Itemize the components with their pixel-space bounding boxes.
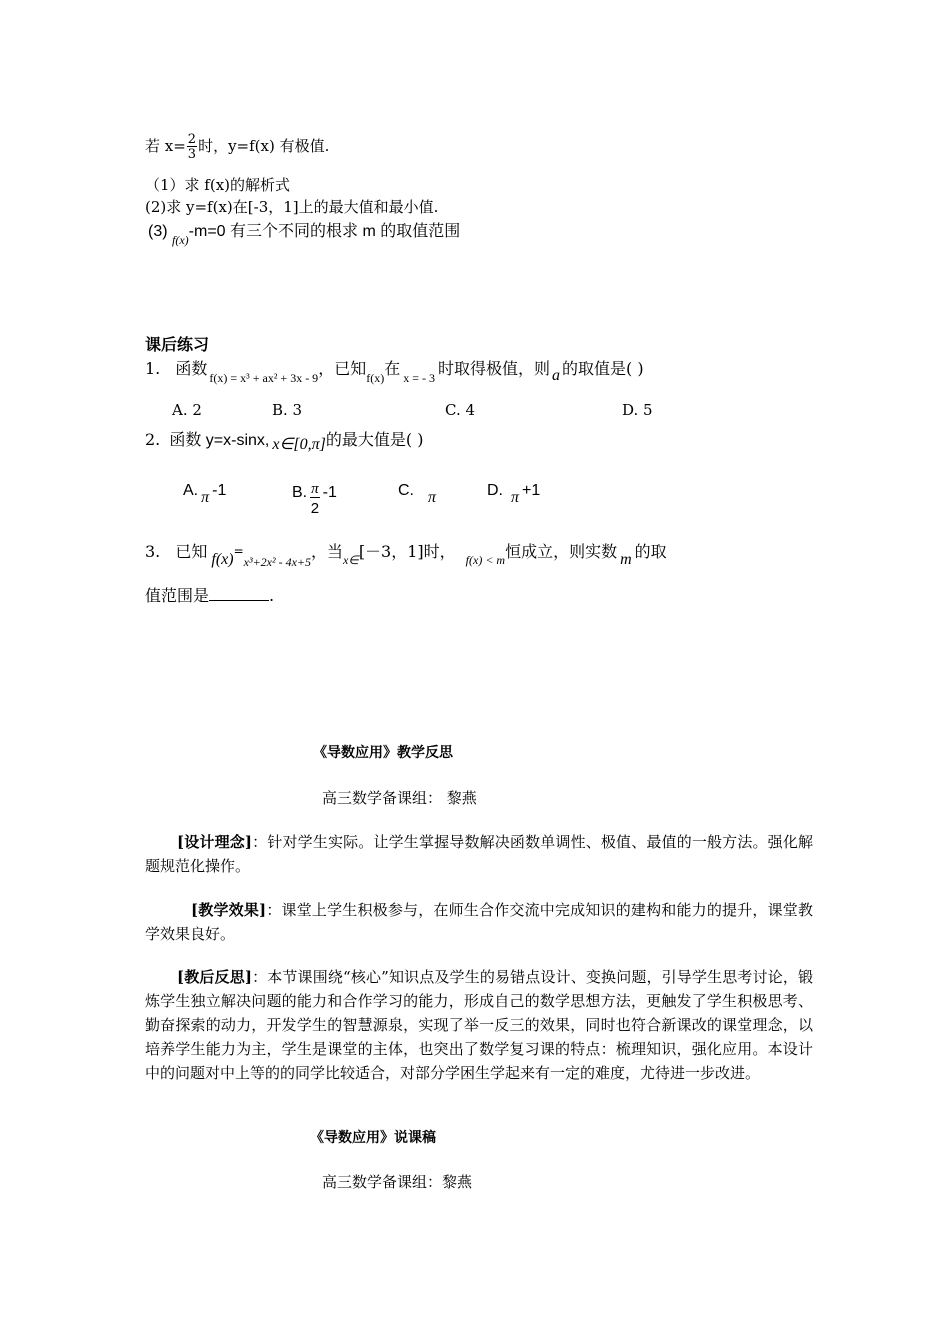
design-text: ：针对学生实际。让学生掌握导数解决函数单调性、极值、最值的一般方法。强化解题规范化操作。 bbox=[145, 833, 813, 875]
ex1-option-d: D. 5 bbox=[622, 401, 653, 419]
ex1-func: f(x) = x³ + ax² + 3x - 9 bbox=[209, 371, 319, 385]
ex2-domain: x∈[0,π] bbox=[272, 436, 326, 453]
effect-text: ：课堂上学生积极参与，在师生合作交流中完成知识的建构和能力的提升，课堂教学效果良好。 bbox=[145, 901, 813, 943]
ex1-option-c: C. 4 bbox=[445, 401, 476, 419]
fraction-two-thirds: $\frac{2}{3}$ bbox=[187, 132, 197, 162]
ex2-text2: 的最大值是( ) bbox=[325, 430, 424, 449]
ex1-cond: x = - 3 bbox=[403, 371, 435, 385]
ex3-text4: 的取 bbox=[634, 542, 667, 561]
after-label: [教后反思] bbox=[177, 968, 252, 986]
ex3-interval: [－3，1]时， bbox=[358, 542, 456, 561]
lecture-title: 《导数应用》说课稿 bbox=[310, 1129, 436, 1145]
problem-q2: (2)求 y=f(x)在[-3，1]上的最大值和最小值. bbox=[145, 198, 439, 216]
problem-q1: （1）求 f(x)的解析式 bbox=[145, 176, 291, 194]
ex1-fx: f(x) bbox=[366, 371, 385, 385]
reflection-title: 《导数应用》教学反思 bbox=[313, 744, 453, 760]
problem-line1-pre: 若 x= bbox=[145, 137, 186, 155]
ex2-option-b: B. $\frac{\pi}{2}$ -1 bbox=[292, 481, 337, 517]
ex1-text1: 函数 bbox=[175, 359, 208, 378]
ex3-text2: ，当 bbox=[311, 542, 344, 561]
reflection-paragraph-effect bbox=[145, 898, 813, 946]
ex3-line2: 值范围是 bbox=[145, 586, 210, 605]
ex3-poly: x³+2x² - 4x+5 bbox=[243, 555, 312, 569]
ex2-text1: 函数 y=x-sinx, bbox=[169, 432, 270, 449]
q3-label: (3) bbox=[148, 223, 168, 240]
ex1-text2: ，已知 bbox=[318, 359, 367, 378]
problem-q3 bbox=[148, 218, 461, 247]
ex3-num: 3. bbox=[145, 542, 161, 561]
ex3-eq: = bbox=[233, 544, 244, 558]
ex1-text5: 的取值是( ) bbox=[562, 359, 644, 378]
exercise-3-line1 bbox=[145, 539, 667, 569]
reflection-paragraph-design bbox=[145, 830, 813, 878]
ex3-text1: 已知 bbox=[175, 542, 208, 561]
ex3-text3: 恒成立，则实数 bbox=[505, 542, 618, 561]
ex2-num: 2. bbox=[145, 430, 161, 449]
reflection-author: 高三数学备课组： 黎燕 bbox=[322, 789, 477, 807]
exercise-2-line bbox=[145, 427, 424, 453]
answer-blank bbox=[209, 586, 269, 601]
problem-line1-post: 时，y=f(x) 有极值. bbox=[198, 137, 330, 155]
q3-fx: f(x) bbox=[172, 233, 189, 247]
effect-label: [教学效果] bbox=[191, 901, 267, 919]
lecture-author: 高三数学备课组：黎燕 bbox=[322, 1173, 473, 1191]
ex1-num: 1. bbox=[145, 359, 161, 378]
exercises-heading: 课后练习 bbox=[145, 337, 210, 354]
exercise-3-line2: 值范围是 . bbox=[145, 586, 275, 605]
design-label: [设计理念] bbox=[177, 833, 253, 851]
pi-symbol: π bbox=[201, 489, 210, 506]
ex2-option-d: D. π +1 bbox=[487, 482, 541, 506]
ex3-m: m bbox=[620, 551, 632, 568]
ex3-domain: x∈ bbox=[343, 553, 359, 567]
after-text: ：本节课围绕“核心”知识点及学生的易错点设计、变换问题，引导学生思考讨论，锻炼学生独立解决问题的能力和合作学习的能力，形成自己的数学思想方法，更触发了学生积极思考、勤奋探索的动力，开发学生的智慧源泉，实现了举一反三的效果，同时也符合新课改的课堂理念，以培养学生能力为主，学生是课堂的主体，也突出了数学复习课的特点：梳理知识，强化应用。本设计中的问题对中上等的的同学比较适合，对部分学困生学起来有一定的难度，尤待进一步改进。 bbox=[145, 968, 813, 1082]
ex1-text4: 时取得极值，则 bbox=[437, 359, 550, 378]
fraction-pi-over-2: $\frac{\pi}{2}$ bbox=[310, 481, 320, 517]
exercise-1-line bbox=[145, 356, 644, 385]
ex1-option-b: B. 3 bbox=[272, 401, 303, 419]
ex2-option-c: C. π bbox=[398, 482, 437, 506]
ex1-a: a bbox=[552, 367, 560, 384]
q3-text: -m=0 有三个不同的根求 m 的取值范围 bbox=[188, 223, 461, 240]
ex1-text3: 在 bbox=[384, 359, 401, 378]
reflection-paragraph-after bbox=[145, 965, 813, 1085]
problem-line1 bbox=[145, 133, 329, 161]
ex3-ineq: f(x) < m bbox=[465, 553, 506, 567]
pi-symbol: π bbox=[428, 489, 437, 506]
ex1-option-a: A. 2 bbox=[172, 401, 202, 419]
ex3-fx: f(x) bbox=[211, 551, 234, 568]
pi-symbol: π bbox=[511, 489, 520, 506]
ex2-option-a: A. π -1 bbox=[183, 482, 227, 506]
